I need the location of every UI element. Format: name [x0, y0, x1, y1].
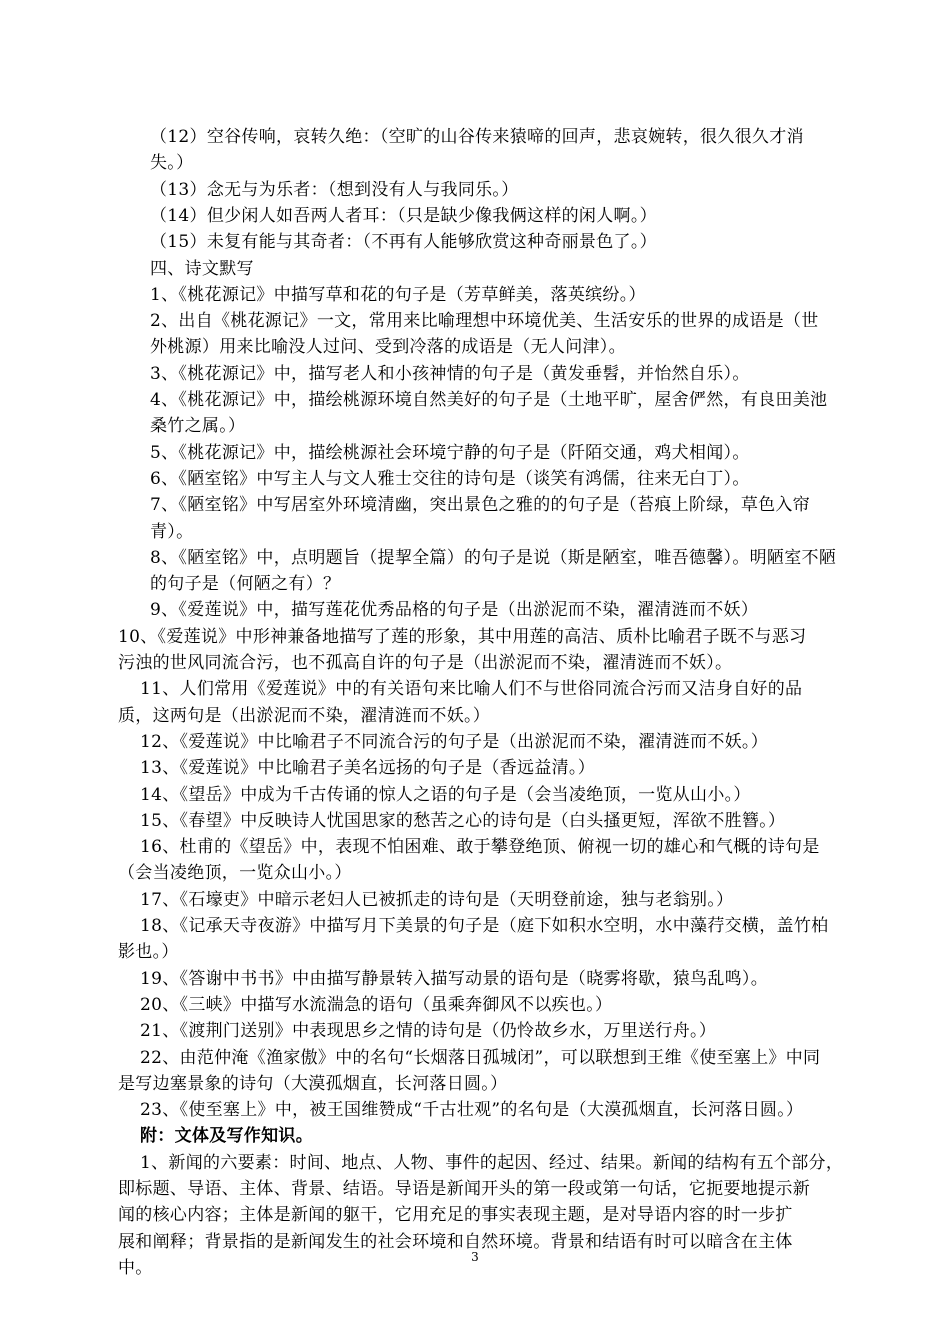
text-line: （12）空谷传响，哀转久绝：（空旷的山谷传来猿啼的回声，悲哀婉转，很久很久才消	[150, 127, 804, 147]
text-line: 22、由范仲淹《渔家傲》中的名句“长烟落日孤城闭”，可以联想到王维《使至塞上》中同	[140, 1047, 821, 1068]
text-line: 15、《春望》中反映诗人忧国思家的愁苦之心的诗句是（白头搔更短，浑欲不胜簪。）	[140, 810, 786, 831]
text-line: 11、人们常用《爱莲说》中的有关语句来比喻人们不与世俗同流合污而又洁身自好的品	[140, 679, 803, 700]
text-line: 桑竹之属。）	[150, 416, 246, 437]
text-line: 的句子是（何陋之有）？	[150, 574, 341, 595]
text-line: （14）但少闲人如吾两人者耳：（只是缺少像我俩这样的闲人啊。）	[150, 205, 657, 226]
text-line: 6、《陋室铭》中写主人与文人雅士交往的诗句是（谈笑有鸿儒，往来无白丁）。	[150, 468, 750, 489]
text-line: 16、杜甫的《望岳》中，表现不怕困难、敢于攀登绝顶、俯视一切的雄心和气概的诗句是	[140, 837, 820, 858]
text-line: 23、《使至塞上》中，被王国维赞成“千古壮观”的名句是（大漠孤烟直，长河落日圆。）	[140, 1100, 804, 1121]
text-line: 20、《三峡》中描写水流湍急的语句（虽乘奔御风不以疾也。）	[140, 994, 613, 1015]
text-line: 13、《爱莲说》中比喻君子美名远扬的句子是（香远益清。）	[140, 758, 596, 779]
text-line: 1、《桃花源记》中描写草和花的句子是（芳草鲜美，落英缤纷。）	[150, 284, 646, 305]
text-line: 5、《桃花源记》中，描绘桃源社会环境宁静的句子是（阡陌交通，鸡犬相闻）。	[150, 442, 750, 463]
text-line: 21、《渡荆门送别》中表现思乡之情的诗句是（仍怜故乡水，万里送行舟。）	[140, 1021, 717, 1042]
text-line: 展和阐释；背景指的是新闻发生的社会环境和自然环境。背景和结语有时可以暗含在主体	[118, 1231, 793, 1252]
text-line: 污浊的世风同流合污，也不孤高自许的句子是（出淤泥而不染，濯清涟而不妖）。	[118, 653, 733, 673]
text-line: 3、《桃花源记》中，描写老人和小孩神情的句子是（黄发垂髫，并怡然自乐）。	[150, 363, 750, 384]
text-line: 是写边塞景象的诗句（大漠孤烟直，长河落日圆。）	[118, 1073, 508, 1094]
text-line: 10、《爱莲说》中形神兼备地描写了莲的形象，其中用莲的高洁、质朴比喻君子既不与恶习	[118, 626, 807, 647]
text-line: 8、《陋室铭》中，点明题旨（提挈全篇）的句子是说（斯是陋室，唯吾德馨）。明陋室不陋	[150, 547, 837, 568]
page-number: 3	[471, 1250, 479, 1264]
text-line: （会当凌绝顶，一览众山小。）	[118, 863, 352, 884]
text-line: 7、《陋室铭》中写居室外环境清幽，突出景色之雅的的句子是（苔痕上阶绿，草色入帘	[150, 495, 811, 516]
text-line: 12、《爱莲说》中比喻君子不同流合污的句子是（出淤泥而不染，濯清涟而不妖。）	[140, 731, 769, 752]
text-line: 失。）	[150, 153, 194, 174]
text-line: 外桃源）用来比喻没人过问、受到冷落的成语是（无人问津）。	[150, 337, 626, 358]
text-line: 14、《望岳》中成为千古传诵的惊人之语的句子是（会当凌绝顶，一览从山小。）	[140, 784, 751, 805]
text-line: （15）未复有能与其奇者：（不再有人能够欣赏这种奇丽景色了。）	[150, 232, 657, 253]
text-line: 17、《石壕吏》中暗示老妇人已被抓走的诗句是（天明登前途，独与老翁别。）	[140, 889, 734, 910]
text-line: 影也。）	[118, 942, 179, 963]
text-line: （13）念无与为乐者：（想到没有人与我同乐。）	[150, 179, 519, 200]
text-line: 1、新闻的六要素：时间、地点、人物、事件的起因、经过、结果。新闻的结构有五个部分，	[140, 1152, 844, 1173]
text-line: 19、《答谢中书书》中由描写静景转入描写动景的语句是（晓雾将歇，猿鸟乱鸣）。	[140, 968, 769, 989]
text-line: 青）。	[150, 521, 194, 542]
text-line: 中。	[118, 1257, 153, 1278]
text-line: 闻的核心内容；主体是新闻的躯干，它用充足的事实表现主题，是对导语内容的时一步扩	[118, 1205, 793, 1226]
text-line: 4、《桃花源记》中，描绘桃源环境自然美好的句子是（土地平旷，屋舍俨然，有良田美池	[150, 390, 828, 410]
section-heading: 四、诗文默写	[150, 258, 254, 279]
text-line: 18、《记承天寺夜游》中描写月下美景的句子是（庭下如积水空明，水中藻荇交横，盖竹柏	[140, 916, 829, 936]
appendix-heading: 附：文体及写作知识。	[140, 1126, 313, 1147]
text-line: 9、《爱莲说》中，描写莲花优秀品格的句子是（出淤泥而不染，濯清涟而不妖）	[150, 600, 759, 621]
text-line: 2、出自《桃花源记》一文，常用来比喻理想中环境优美、生活安乐的世界的成语是（世	[150, 311, 819, 332]
text-line: 即标题、导语、主体、背景、结语。导语是新闻开头的第一段或第一句话，它扼要地提示新	[118, 1179, 810, 1199]
text-line: 质，这两句是（出淤泥而不染，濯清涟而不妖。）	[118, 705, 491, 726]
